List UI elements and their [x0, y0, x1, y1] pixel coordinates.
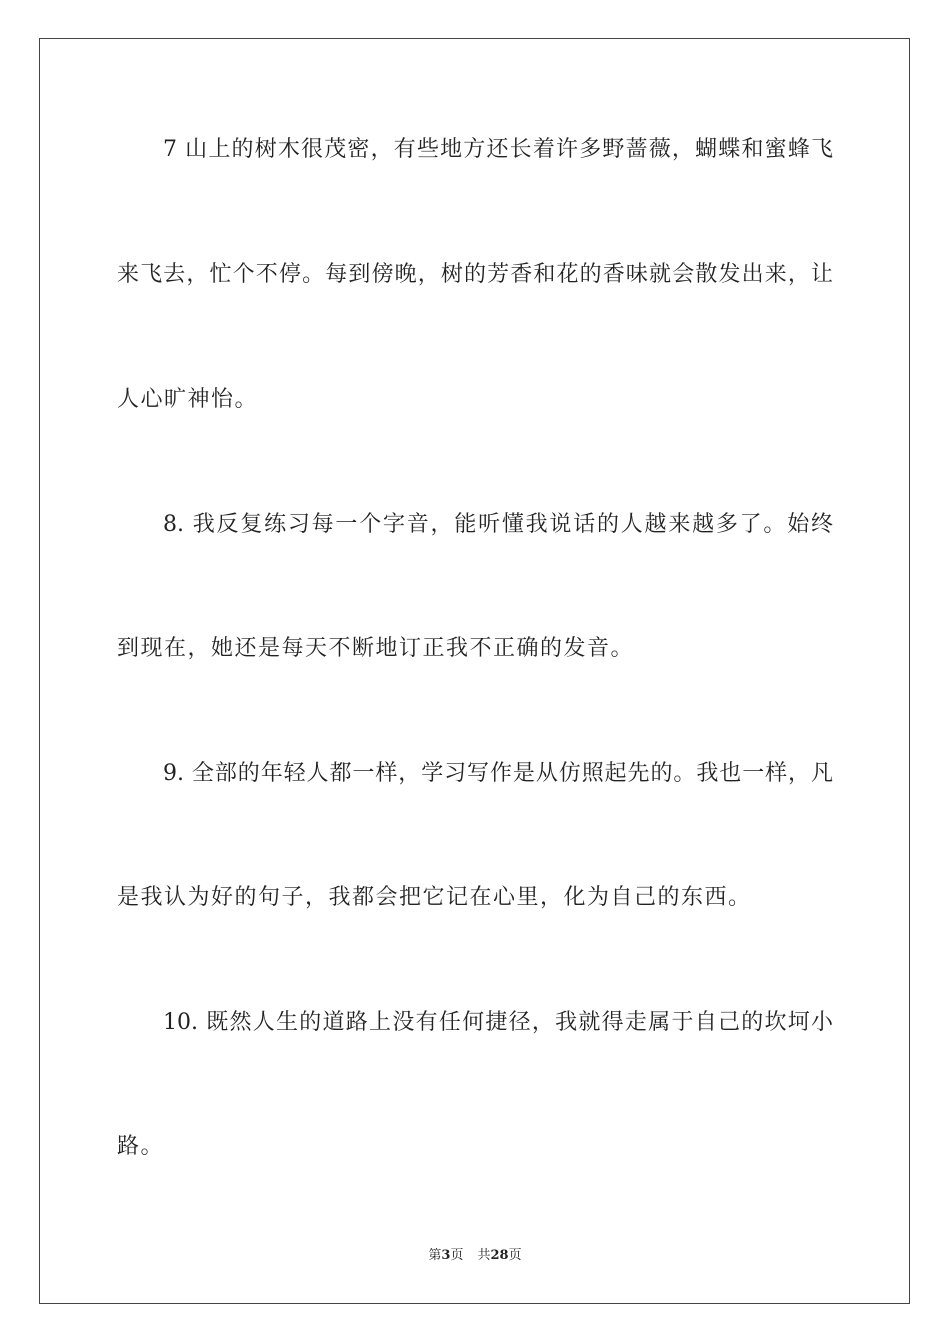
- total-suffix: 页: [508, 1248, 522, 1263]
- page-frame: [39, 38, 910, 1304]
- paragraph-4-line-1: 10. 既然人生的道路上没有任何捷径，我就得走属于自己的坎坷小: [163, 1010, 833, 1035]
- paragraph-2-line-2: 到现在，她还是每天不断地订正我不正确的发音。: [117, 636, 635, 661]
- paragraph-1-line-2: 来飞去，忙个不停。每到傍晚，树的芳香和花的香味就会散发出来，让: [117, 262, 833, 287]
- paragraph-3-line-2: 是我认为好的句子，我都会把它记在心里，化为自己的东西。: [117, 885, 752, 910]
- page-footer: [0, 1247, 950, 1265]
- page-number: 3: [441, 1248, 451, 1263]
- total-prefix: 共: [477, 1248, 491, 1263]
- total-pages: 28: [490, 1248, 509, 1263]
- paragraph-1-line-1: 7 山上的树木很茂密，有些地方还长着许多野蔷薇，蝴蝶和蜜蜂飞: [163, 137, 833, 162]
- page-prefix: 第: [428, 1248, 442, 1263]
- paragraph-1-line-3: 人心旷神怡。: [117, 387, 259, 412]
- paragraph-2-line-1: 8. 我反复练习每一个字音，能听懂我说话的人越来越多了。始终: [163, 512, 833, 537]
- paragraph-3-line-1: 9. 全部的年轻人都一样，学习写作是从仿照起先的。我也一样，凡: [163, 761, 833, 786]
- paragraph-4-line-2: 路。: [117, 1134, 165, 1159]
- page-suffix: 页: [450, 1248, 464, 1263]
